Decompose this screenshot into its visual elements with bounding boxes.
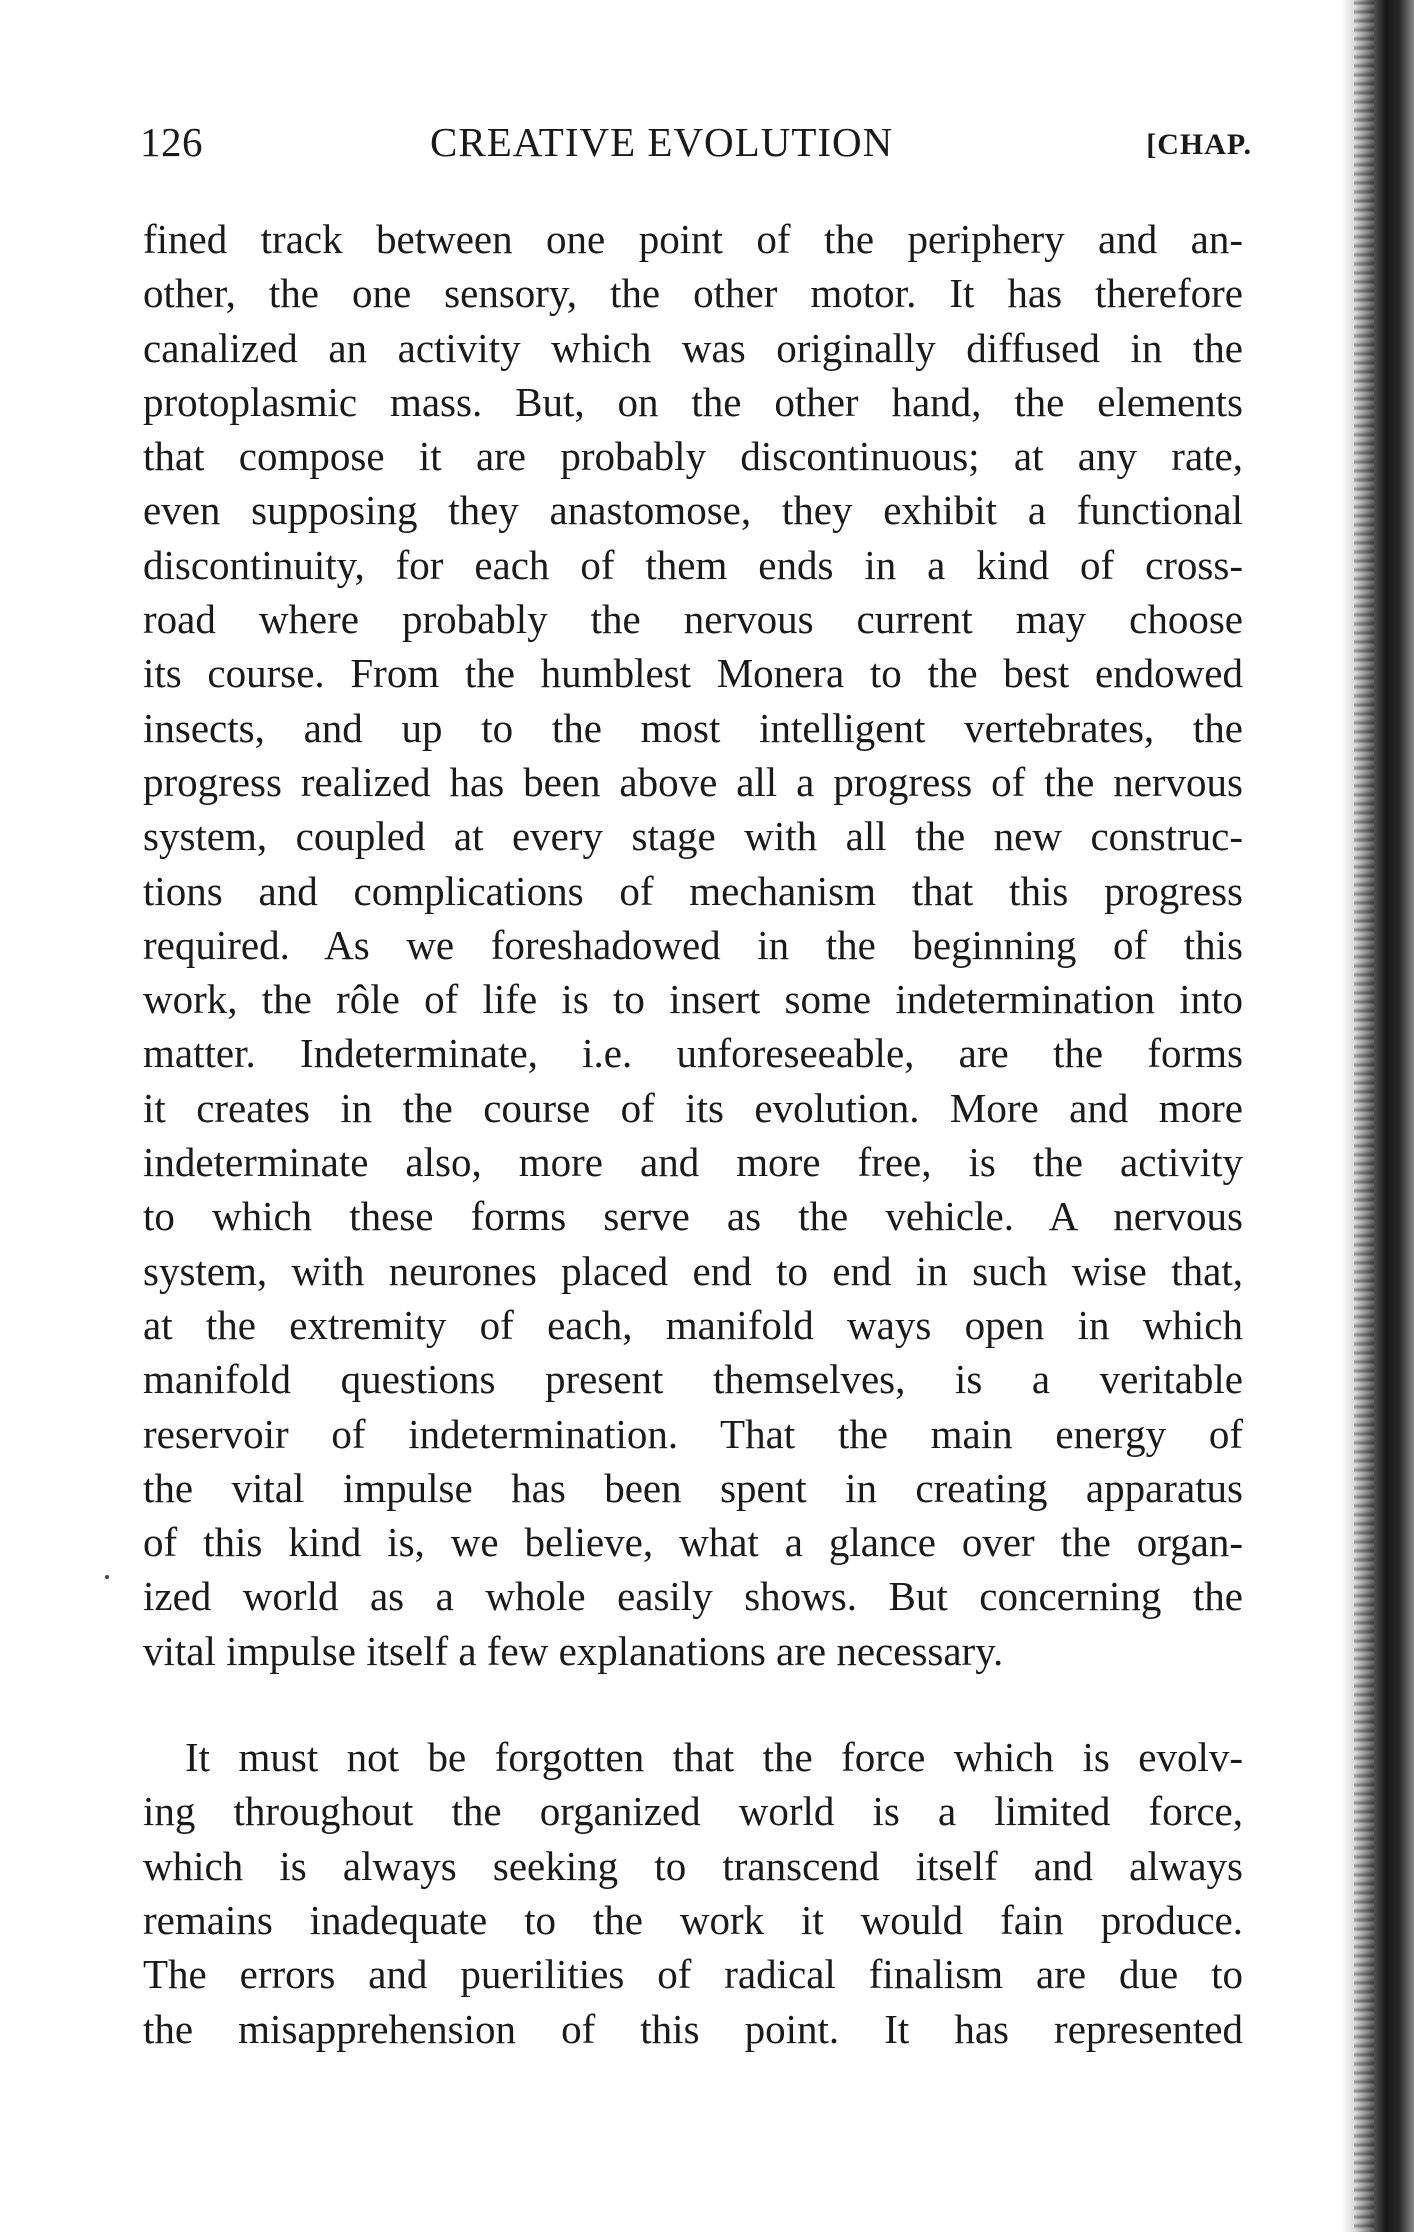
body-text bbox=[143, 212, 1243, 2056]
text-line: discontinuity, for each of them ends in a kind of cross- bbox=[143, 541, 1243, 588]
text-line: it creates in the course of its evolution. More and more bbox=[143, 1084, 1243, 1131]
running-title: CREATIVE EVOLUTION bbox=[430, 119, 894, 165]
text-line: its course. From the humblest Monera to the best endowed bbox=[143, 650, 1243, 697]
text-line: other, the one sensory, the other motor. It has therefore bbox=[143, 270, 1243, 317]
text-line: insects, and up to the most intelligent vertebrates, the bbox=[143, 704, 1243, 751]
text-line: even supposing they anastomose, they exhibit a functional bbox=[143, 487, 1243, 534]
text-line: fined track between one point of the periphery and an- bbox=[143, 216, 1243, 262]
text-line: tions and complications of mechanism that this progress bbox=[143, 867, 1243, 914]
page-header bbox=[140, 118, 1252, 178]
text-line: system, with neurones placed end to end in such wise that, bbox=[143, 1247, 1243, 1294]
text-line: which is always seeking to transcend itself and always bbox=[143, 1842, 1243, 1889]
page-gutter-texture bbox=[1354, 0, 1374, 2232]
text-line: manifold questions present themselves, is a veritable bbox=[143, 1356, 1243, 1403]
text-line: protoplasmic mass. But, on the other hand, the elements bbox=[143, 378, 1243, 425]
text-line: ized world as a whole easily shows. But concerning the bbox=[143, 1573, 1243, 1620]
text-line: matter. Indeterminate, i.e. unforeseeable, are the forms bbox=[143, 1030, 1243, 1077]
paragraph-2 bbox=[143, 1730, 1243, 2056]
text-line: the misapprehension of this point. It has represented bbox=[143, 2005, 1243, 2052]
chapter-mark: [CHAP. bbox=[1146, 128, 1252, 161]
scan-speck bbox=[105, 1575, 109, 1579]
text-line: remains inadequate to the work it would fain produce. bbox=[143, 1896, 1243, 1943]
text-line: canalized an activity which was originally diffused in the bbox=[143, 324, 1243, 371]
text-line: system, coupled at every stage with all the new construc- bbox=[143, 813, 1243, 860]
text-line: required. As we foreshadowed in the beginning of this bbox=[143, 921, 1243, 968]
text-line: work, the rôle of life is to insert some indetermination into bbox=[143, 976, 1243, 1023]
paragraph-gap bbox=[143, 1678, 1243, 1730]
page-number: 126 bbox=[140, 119, 203, 165]
text-line: the vital impulse has been spent in creating apparatus bbox=[143, 1464, 1243, 1511]
text-line: progress realized has been above all a progress of the nervous bbox=[143, 758, 1243, 805]
paragraph-1 bbox=[143, 212, 1243, 1678]
text-line: It must not be forgotten that the force which is evolv- bbox=[185, 1734, 1243, 1781]
text-line: ing throughout the organized world is a limited force, bbox=[143, 1788, 1243, 1835]
text-line: at the extremity of each, manifold ways open in which bbox=[143, 1301, 1243, 1348]
text-line: The errors and puerilities of radical finalism are due to bbox=[143, 1951, 1243, 1998]
page-gutter-shadow bbox=[1342, 0, 1414, 2232]
text-line: that compose it are probably discontinuous; at any rate, bbox=[143, 433, 1243, 480]
text-line: to which these forms serve as the vehicle. A nervous bbox=[143, 1193, 1243, 1240]
text-line: road where probably the nervous current may choose bbox=[143, 596, 1243, 643]
text-line: of this kind is, we believe, what a glance over the organ- bbox=[143, 1519, 1243, 1566]
text-line: reservoir of indetermination. That the main energy of bbox=[143, 1410, 1243, 1457]
text-line: indeterminate also, more and more free, is the activity bbox=[143, 1139, 1243, 1186]
text-line: vital impulse itself a few explanations are necessary. bbox=[143, 1627, 1004, 1674]
